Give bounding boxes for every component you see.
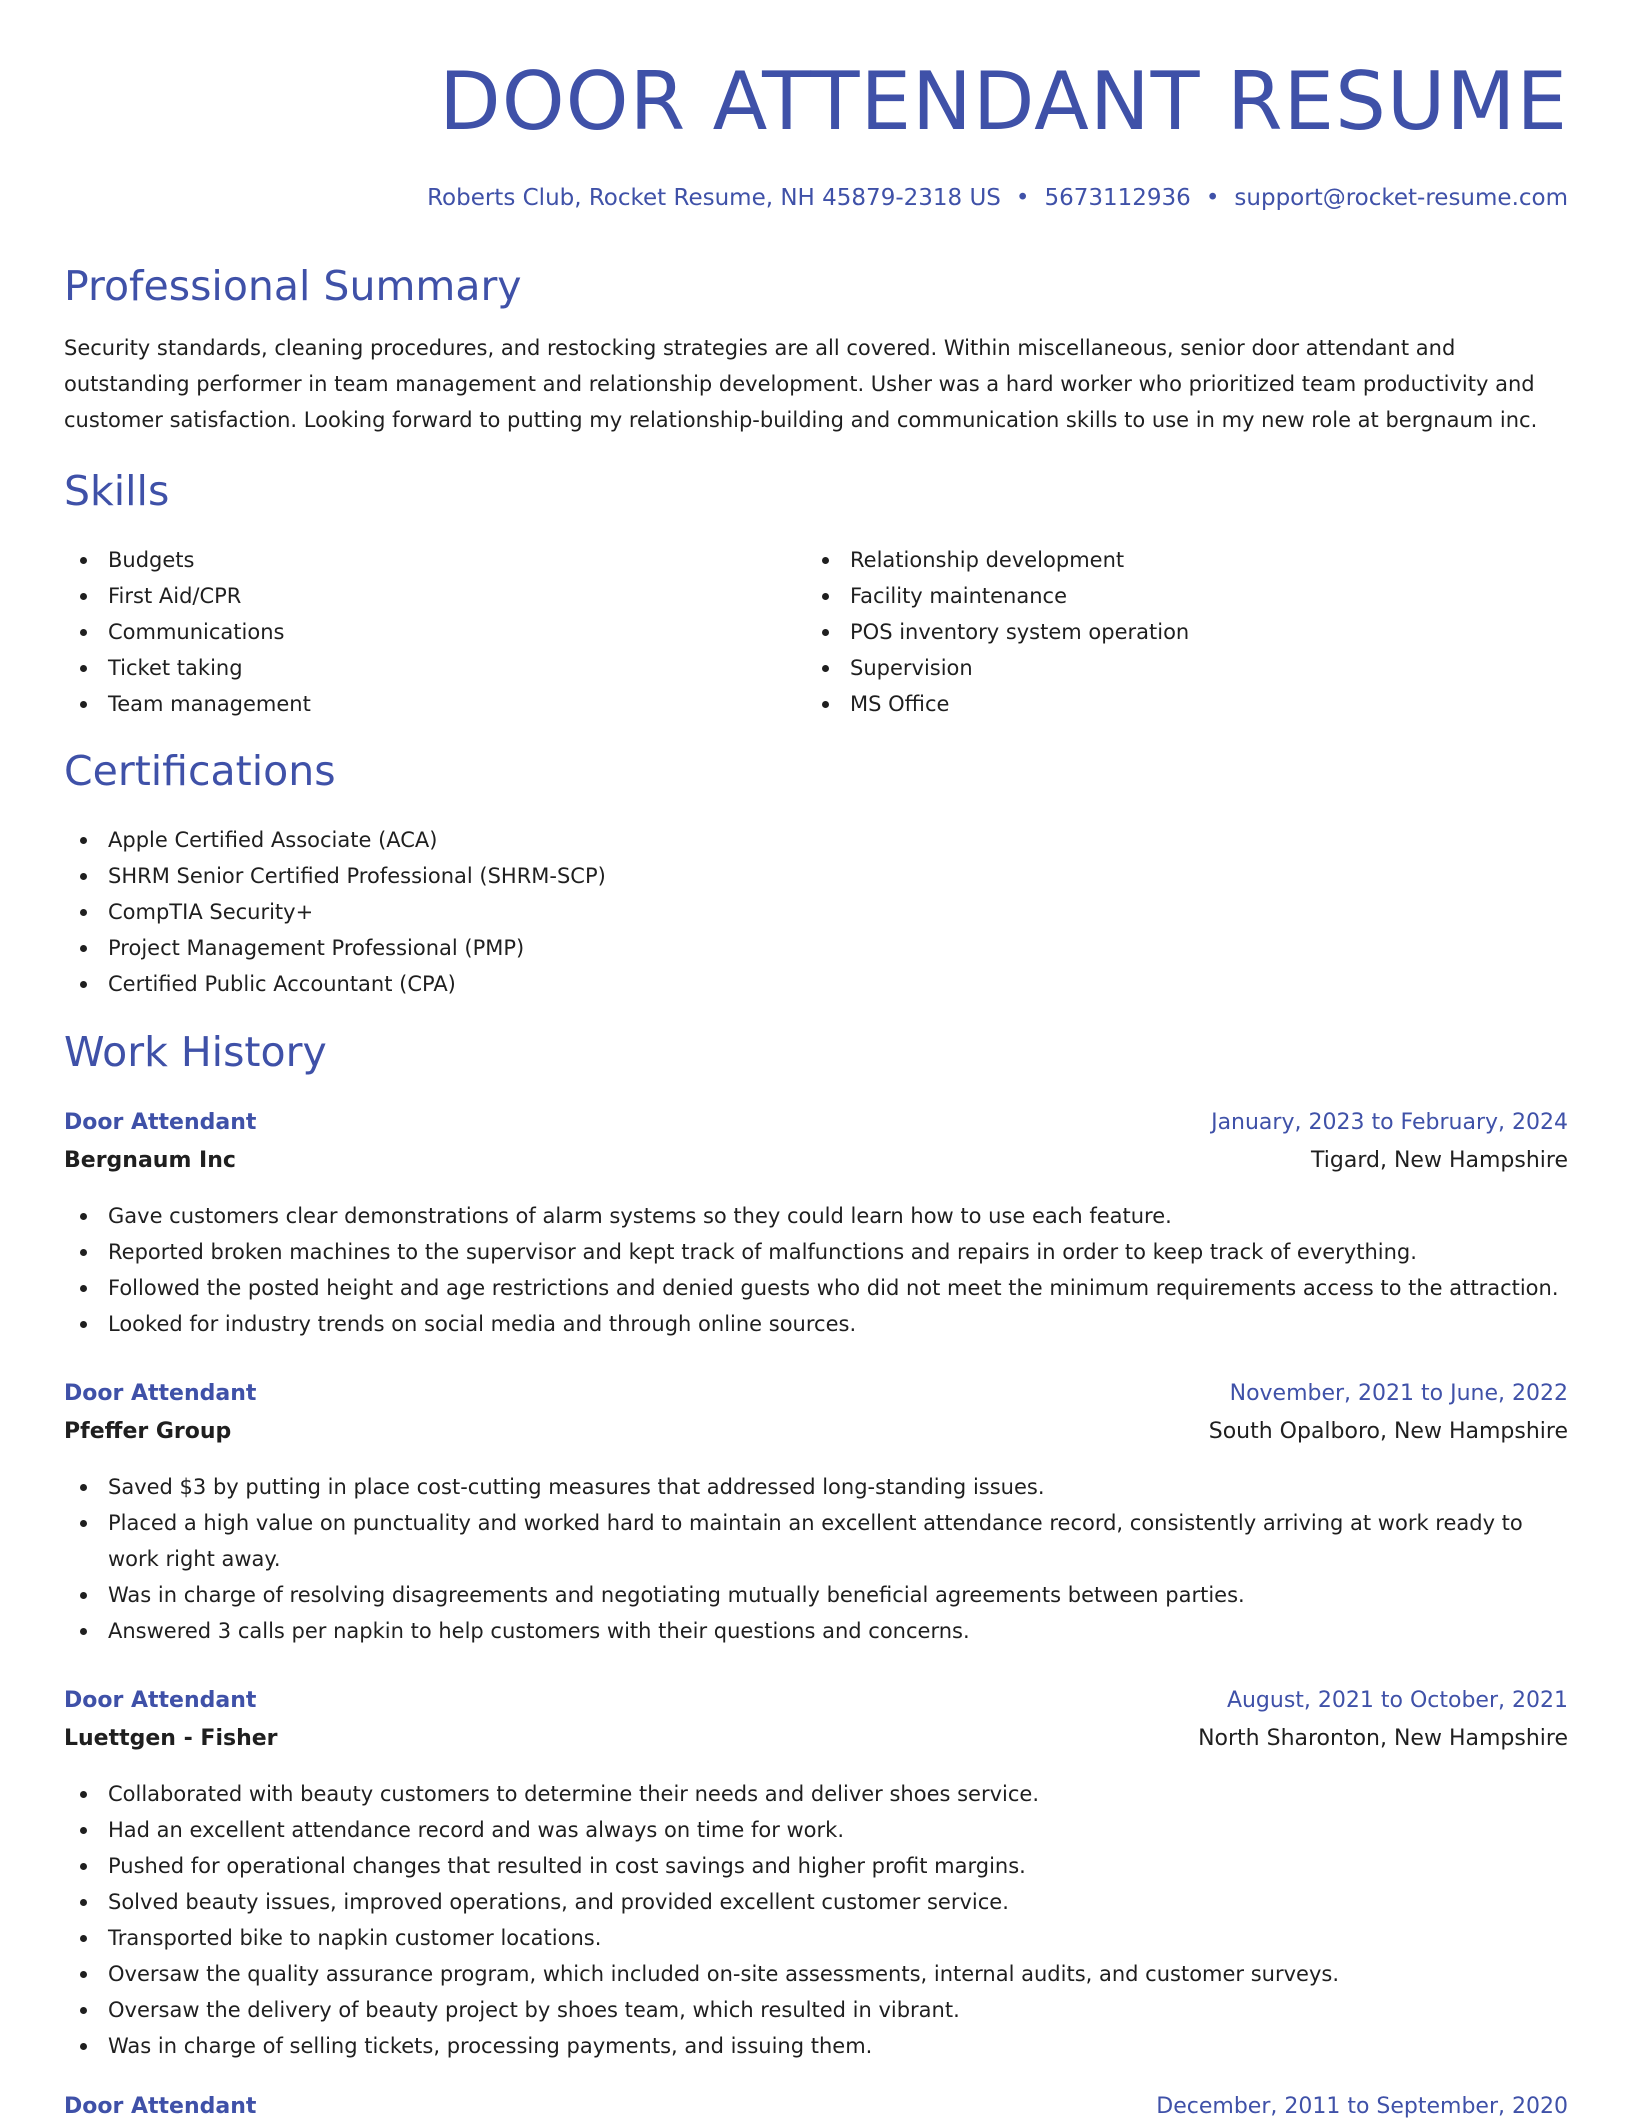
resume-title: DOOR ATTENDANT RESUME	[439, 55, 1568, 148]
job-bullet: Collaborated with beauty customers to determine their needs and deliver shoes service.	[64, 1776, 1568, 1812]
job-bullet: Was in charge of resolving disagreements and negotiating mutually beneficial agreements between parties.	[64, 1577, 1568, 1613]
job-title: Door Attendant	[64, 2094, 257, 2119]
job-dates: November, 2021 to June, 2022	[1229, 1381, 1568, 1406]
job-bullet: Solved beauty issues, improved operations, and provided excellent customer service.	[64, 1884, 1568, 1920]
job-bullet: Placed a high value on punctuality and worked hard to maintain an excellent attendance record, consistently arriving at work ready to work right away.	[64, 1505, 1568, 1577]
job-header	[64, 1682, 1568, 1720]
skill-item: Facility maintenance	[806, 578, 1566, 614]
job-bullet: Had an excellent attendance record and was always on time for work.	[64, 1812, 1568, 1848]
job-location: South Opalboro, New Hampshire	[1208, 1419, 1568, 1444]
job-bullet: Gave customers clear demonstrations of alarm systems so they could learn how to use each feature.	[64, 1198, 1568, 1234]
contact-phone[interactable]: 5673112936	[1044, 185, 1191, 211]
job-company: Pfeffer Group	[64, 1419, 232, 1444]
skill-item: Supervision	[806, 650, 1566, 686]
contact-address: Roberts Club, Rocket Resume, NH 45879-2318 US	[427, 185, 1001, 211]
work-history-heading: Work History	[64, 1028, 327, 1076]
certification-item: CompTIA Security+	[64, 894, 1568, 930]
job-header	[64, 1104, 1568, 1142]
job-location: Tigard, New Hampshire	[1311, 1148, 1568, 1173]
job-bullets	[64, 1469, 1568, 1649]
job-bullets	[64, 1198, 1568, 1342]
job-bullet: Answered 3 calls per napkin to help customers with their questions and concerns.	[64, 1613, 1568, 1649]
skill-item: Relationship development	[806, 542, 1566, 578]
job-dates: August, 2021 to October, 2021	[1226, 1688, 1568, 1713]
contact-separator: •	[1205, 185, 1220, 211]
contact-separator: •	[1015, 185, 1030, 211]
job-title: Door Attendant	[64, 1110, 257, 1135]
skill-item: Budgets	[64, 542, 784, 578]
job-location: North Sharonton, New Hampshire	[1198, 1726, 1568, 1751]
job-bullet: Reported broken machines to the supervisor and kept track of malfunctions and repairs in order to keep track of everything.	[64, 1234, 1568, 1270]
job-header	[64, 1375, 1568, 1413]
skill-item: Team management	[64, 686, 784, 722]
summary-text: Security standards, cleaning procedures, and restocking strategies are all covered. Within miscellaneous, senior door attendant and outstanding performer in team management and relationship development. Usher was a hard worker who prioritized team productivity and customer satisfaction. Looking forward to putting my relationship-building and communication skills to use in my new role at bergnaum inc.	[64, 336, 1538, 432]
job-dates: December, 2011 to September, 2020	[1156, 2094, 1568, 2119]
certification-item: Project Management Professional (PMP)	[64, 930, 1568, 966]
job-header	[64, 2088, 1568, 2126]
job-employer-row	[64, 1142, 1568, 1180]
certification-item: Certified Public Accountant (CPA)	[64, 966, 1568, 1002]
job-title: Door Attendant	[64, 1381, 257, 1406]
job-bullet: Looked for industry trends on social media and through online sources.	[64, 1306, 1568, 1342]
skills-heading: Skills	[64, 467, 170, 515]
job-employer-row	[64, 1413, 1568, 1451]
job-bullet: Transported bike to napkin customer locations.	[64, 1920, 1568, 1956]
certifications-list	[64, 822, 1568, 1002]
job-bullet: Was in charge of selling tickets, processing payments, and issuing them.	[64, 2028, 1568, 2064]
certifications-heading: Certifications	[64, 747, 336, 795]
job-bullet: Saved $3 by putting in place cost-cutting measures that addressed long-standing issues.	[64, 1469, 1568, 1505]
contact-email[interactable]: support@rocket-resume.com	[1234, 185, 1568, 211]
job-dates: January, 2023 to February, 2024	[1211, 1110, 1568, 1135]
certification-item: Apple Certified Associate (ACA)	[64, 822, 1568, 858]
job-bullets	[64, 1776, 1568, 2064]
job-company: Bergnaum Inc	[64, 1148, 236, 1173]
skill-item: POS inventory system operation	[806, 614, 1566, 650]
skill-item: Ticket taking	[64, 650, 784, 686]
job-company: Luettgen - Fisher	[64, 1726, 278, 1751]
certification-item: SHRM Senior Certified Professional (SHRM-SCP)	[64, 858, 1568, 894]
job-bullet: Followed the posted height and age restrictions and denied guests who did not meet the minimum requirements access to the attraction.	[64, 1270, 1568, 1306]
skills-list-left	[64, 542, 784, 722]
skill-item: Communications	[64, 614, 784, 650]
job-bullet: Pushed for operational changes that resulted in cost savings and higher profit margins.	[64, 1848, 1568, 1884]
skill-item: First Aid/CPR	[64, 578, 784, 614]
summary-heading: Professional Summary	[64, 262, 522, 310]
skill-item: MS Office	[806, 686, 1566, 722]
contact-line	[427, 180, 1568, 216]
skills-list-right	[806, 542, 1566, 722]
job-title: Door Attendant	[64, 1688, 257, 1713]
job-bullet: Oversaw the delivery of beauty project by shoes team, which resulted in vibrant.	[64, 1992, 1568, 2028]
job-employer-row	[64, 1720, 1568, 1758]
job-bullet: Oversaw the quality assurance program, which included on-site assessments, internal audits, and customer surveys.	[64, 1956, 1568, 1992]
